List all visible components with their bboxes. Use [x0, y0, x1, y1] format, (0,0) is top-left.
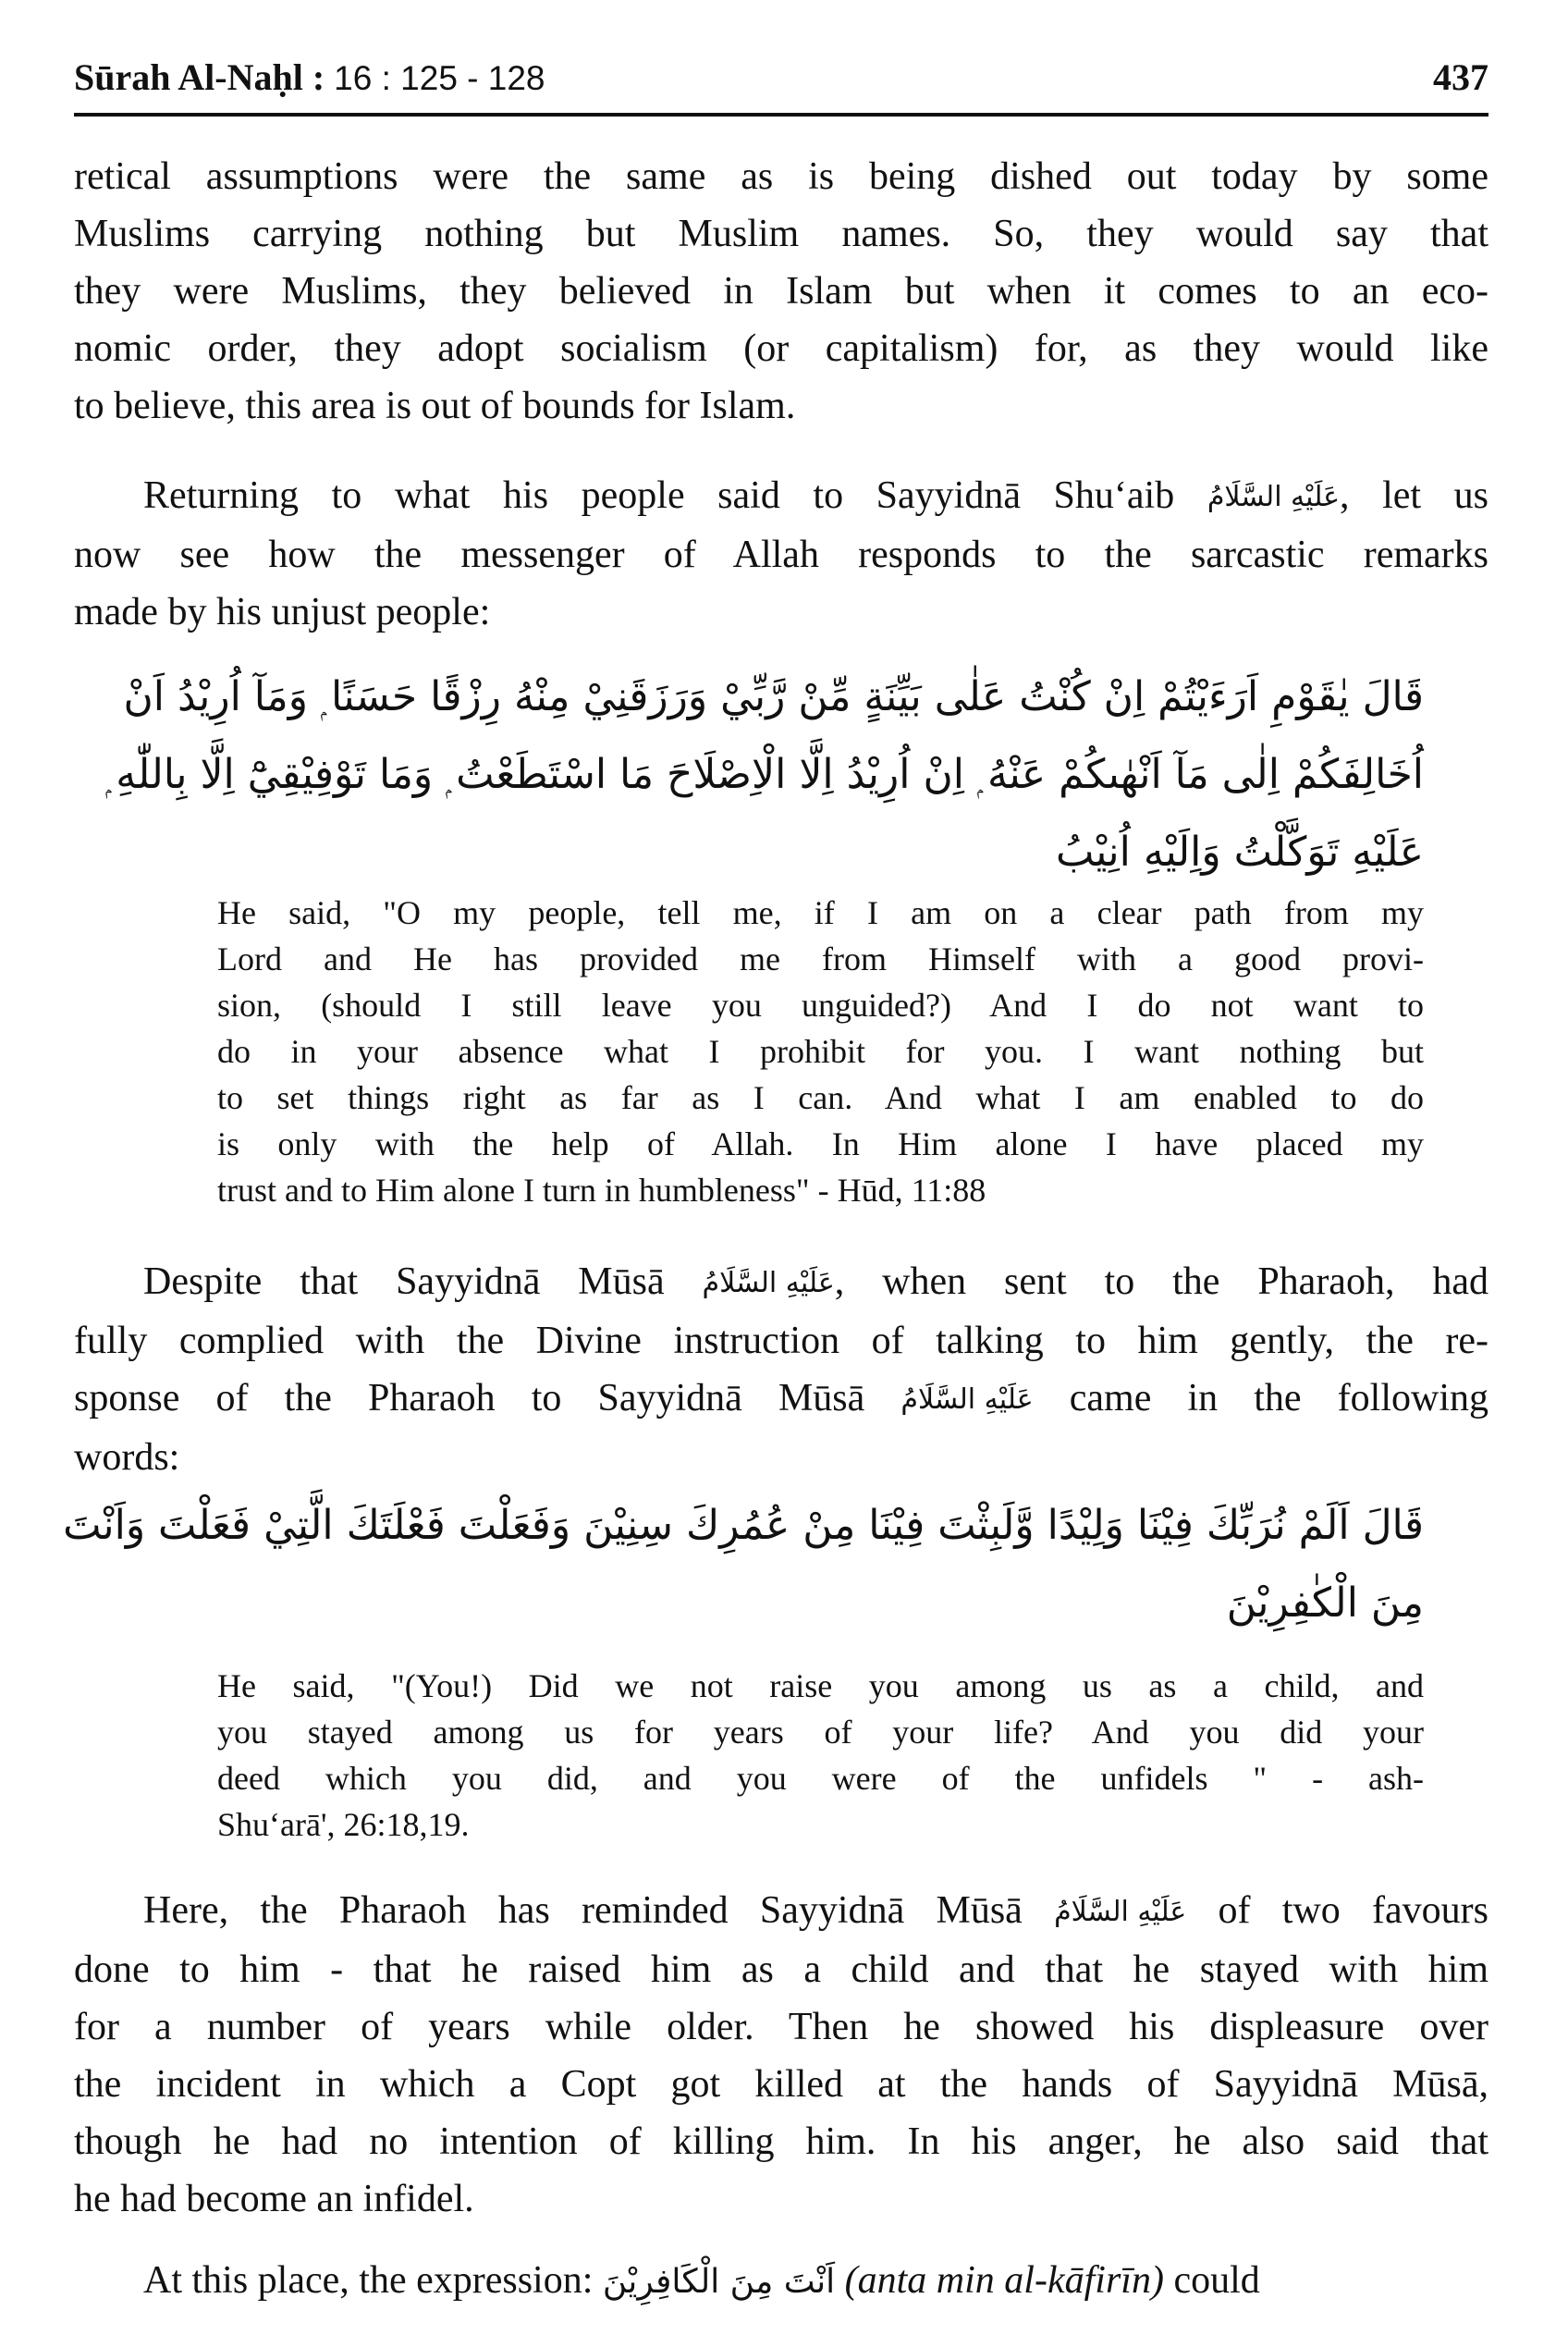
arabic-line: مِنَ الْكٰفِرِيْنَ [1226, 1579, 1424, 1627]
text-line: words: [74, 1436, 180, 1479]
honorific-seal-icon: عَلَيْهِ السَّلَامُ [1054, 1896, 1187, 1928]
text-line [74, 467, 1488, 526]
paragraph-4 [74, 1882, 1488, 2228]
text-line [74, 2252, 1488, 2311]
text-line: the incident in which a Copt got killed at the hands of Sayyidnā Mūsā, [74, 2063, 1488, 2106]
text-run: sponse of the Pharaoh to Sayyidnā Mūsā [74, 1377, 865, 1419]
text-line: trust and to Him alone I turn in humbleness" - Hūd, 11:88 [217, 1172, 986, 1209]
text-line: deed which you did, and you were of the unfidels " - ash- [217, 1760, 1424, 1797]
arabic-verse-2 [63, 1487, 1424, 1642]
text-line: sion, (should I still leave you unguided?) And I do not want to [217, 987, 1424, 1024]
paragraph-5 [74, 2252, 1488, 2311]
text-run: Returning to what his people said to Sayyidnā Shu‘aib [143, 474, 1175, 517]
text-line: though he had no intention of killing him. In his anger, he also said that [74, 2120, 1488, 2163]
arabic-phrase: اَنْتَ مِنَ الْكَافِرِيْنَ [602, 2263, 836, 2301]
text-line: fully complied with the Divine instruction of talking to him gently, the re- [74, 1320, 1488, 1362]
text-run: Despite that Sayyidnā Mūsā [143, 1260, 665, 1303]
arabic-verse-1 [105, 658, 1424, 891]
text-line [74, 1370, 1488, 1429]
text-line: is only with the help of Allah. In Him alone I have placed my [217, 1125, 1424, 1162]
text-line: to set things right as far as I can. And what I am enabled to do [217, 1079, 1424, 1116]
text-line: for a number of years while older. Then he showed his displeasure over [74, 2006, 1488, 2048]
surah-title: Sūrah Al-Naḥl : [74, 56, 325, 98]
paragraph-2 [74, 467, 1488, 641]
text-line: made by his unjust people: [74, 591, 491, 633]
text-line: Muslims carrying nothing but Muslim names. So, they would say that [74, 213, 1488, 255]
text-line: now see how the messenger of Allah responds to the sarcastic remarks [74, 534, 1488, 576]
text-line: you stayed among us for years of your life? And you did your [217, 1714, 1424, 1751]
page-number: 437 [1433, 56, 1488, 98]
text-line: they were Muslims, they believed in Islam but when it comes to an eco- [74, 270, 1488, 313]
text-run: , when sent to the Pharaoh, had [834, 1260, 1488, 1303]
paragraph-1 [74, 148, 1488, 435]
text-line [74, 1882, 1488, 1941]
text-line: to believe, this area is out of bounds for Islam. [74, 385, 796, 427]
header-title [74, 55, 545, 99]
arabic-line: اُخَالِفَكُمْ اِلٰى مَآ اَنْهٰىكُمْ عَنْهُ ۭ اِنْ اُرِيْدُ اِلَّا الْاِصْلَاحَ مَا اسْتَطَعْتُ ۭ وَمَا تَوْفِيْقِيْٓ اِلَّا بِاللّٰهِ ۭ [105, 751, 1424, 798]
text-run: could [1173, 2259, 1260, 2302]
transliteration: (anta min al-kāfirīn) [844, 2259, 1164, 2302]
text-line: nomic order, they adopt socialism (or capitalism) for, as they would like [74, 327, 1488, 370]
text-run: came in the following [1033, 1377, 1488, 1419]
arabic-line: قَالَ يٰقَوْمِ اَرَءَيْتُمْ اِنْ كُنْتُ عَلٰى بَيِّنَةٍ مِّنْ رَّبِّيْ وَرَزَقَنِيْ مِنْهُ رِزْقًا حَسَنًا ۭ وَمَآ اُرِيْدُ اَنْ [123, 673, 1424, 720]
text-run: Here, the Pharaoh has reminded Sayyidnā Mūsā [143, 1889, 1023, 1932]
honorific-seal-icon: عَلَيْهِ السَّلَامُ [702, 1267, 835, 1299]
arabic-line: قَالَ اَلَمْ نُرَبِّكَ فِيْنَا وَلِيْدًا وَّلَبِثْتَ فِيْنَا مِنْ عُمُرِكَ سِنِيْنَ وَفَعَلْتَ فَعْلَتَكَ الَّتِيْ فَعَلْتَ وَاَنْتَ [63, 1502, 1424, 1549]
text-line: He said, "O my people, tell me, if I am on a clear path from my [217, 894, 1424, 931]
text-line: retical assumptions were the same as is being dished out today by some [74, 155, 1488, 198]
text-line: Lord and He has provided me from Himself with a good provi- [217, 940, 1424, 977]
text-line: he had become an infidel. [74, 2178, 474, 2220]
text-line: do in your absence what I prohibit for you. I want nothing but [217, 1033, 1424, 1070]
book-page [63, 0, 1489, 2335]
text-line [74, 1253, 1488, 1312]
honorific-seal-icon: عَلَيْهِ السَّلَامُ [1207, 481, 1341, 513]
verse-reference: 16 : 125 - 128 [334, 59, 545, 97]
verse-translation-1 [217, 890, 1424, 1213]
text-line: He said, "(You!) Did we not raise you among us as a child, and [217, 1667, 1424, 1704]
honorific-seal-icon: عَلَيْهِ السَّلَامُ [900, 1383, 1034, 1416]
paragraph-3 [74, 1253, 1488, 1486]
text-run: At this place, the expression: [143, 2259, 594, 2302]
running-header [74, 48, 1488, 117]
text-run: of two favours [1186, 1889, 1489, 1932]
arabic-line: عَلَيْهِ تَوَكَّلْتُ وَاِلَيْهِ اُنِيْبُ [1055, 829, 1424, 876]
verse-translation-2 [217, 1663, 1424, 1848]
text-line: done to him - that he raised him as a child and that he stayed with him [74, 1948, 1488, 1991]
text-run: , let us [1340, 474, 1489, 517]
text-line: Shu‘arā', 26:18,19. [217, 1806, 470, 1843]
